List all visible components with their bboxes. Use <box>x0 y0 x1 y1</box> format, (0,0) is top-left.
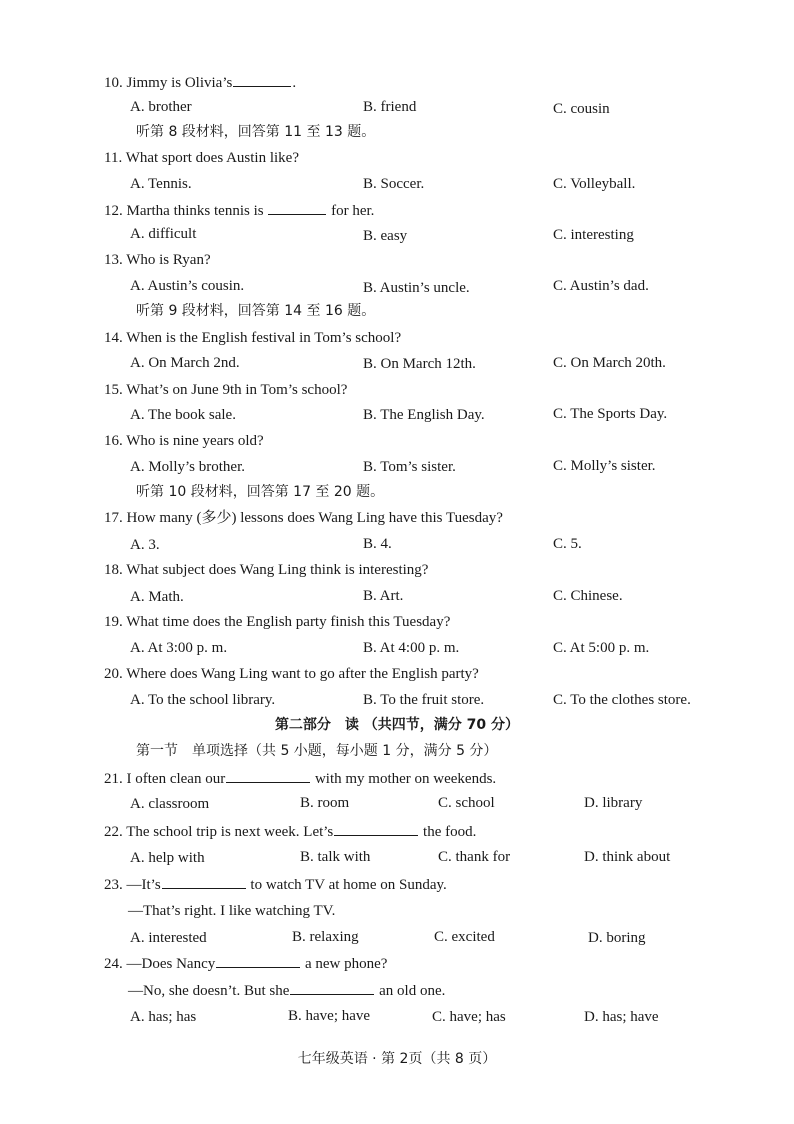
option: D. think about <box>584 849 671 865</box>
option: C. Austin’s dad. <box>553 278 649 294</box>
option: B. The English Day. <box>363 407 485 423</box>
option: B. To the fruit store. <box>363 692 485 708</box>
option: A. Tennis. <box>130 176 192 192</box>
question-11-stem: 11. What sport does Austin like? <box>104 150 299 166</box>
option: A. has; has <box>130 1009 197 1025</box>
option: C. school <box>438 795 495 811</box>
question-13-stem: 13. Who is Ryan? <box>104 252 211 268</box>
answer-blank <box>226 769 310 783</box>
option: A. interested <box>130 930 207 946</box>
option: C. On March 20th. <box>553 355 666 371</box>
option: D. boring <box>588 930 646 946</box>
option: B. Art. <box>363 588 404 604</box>
question-21-stem: 21. I often clean our with my mother on weekends. <box>104 771 497 787</box>
option: A. Molly’s brother. <box>130 459 245 475</box>
option: A. At 3:00 p. m. <box>130 640 228 656</box>
listening-instruction: 听第 10 段材料，回答第 17 至 20 题。 <box>136 484 385 500</box>
option: B. room <box>300 795 350 811</box>
question-17-stem: 17. How many (多少) lessons does Wang Ling have this Tuesday? <box>104 510 503 526</box>
question-20-stem: 20. Where does Wang Ling want to go after the English party? <box>104 666 479 682</box>
option: C. 5. <box>553 536 582 552</box>
listening-instruction: 听第 8 段材料，回答第 11 至 13 题。 <box>136 124 376 140</box>
question-16-stem: 16. Who is nine years old? <box>104 433 264 449</box>
option: D. library <box>584 795 643 811</box>
answer-blank <box>233 73 291 87</box>
option: A. To the school library. <box>130 692 276 708</box>
section-title: 第一节 单项选择（共 5 小题，每小题 1 分，满分 5 分） <box>136 743 498 759</box>
option: B. Soccer. <box>363 176 425 192</box>
option: B. relaxing <box>292 929 359 945</box>
question-10-stem: 10. Jimmy is Olivia’s . <box>104 75 297 91</box>
question-15-stem: 15. What’s on June 9th in Tom’s school? <box>104 382 348 398</box>
option: B. At 4:00 p. m. <box>363 640 460 656</box>
page-footer: 七年级英语 · 第 2页（共 8 页） <box>297 1051 497 1067</box>
question-23-stem: 23. —It’s to watch TV at home on Sunday. <box>104 877 447 893</box>
question-22-stem: 22. The school trip is next week. Let’s the food. <box>104 824 477 840</box>
question-19-stem: 19. What time does the English party finish this Tuesday? <box>104 614 451 630</box>
option: B. On March 12th. <box>363 356 476 372</box>
option: C. The Sports Day. <box>553 406 668 422</box>
option: B. talk with <box>300 849 371 865</box>
option: A. 3. <box>130 537 160 553</box>
option: B. friend <box>363 99 417 115</box>
dialogue-reply: —No, she doesn’t. But she an old one. <box>128 983 446 999</box>
option: A. Math. <box>130 589 184 605</box>
option: A. The book sale. <box>130 407 236 423</box>
option: D. has; have <box>584 1009 659 1025</box>
option: B. easy <box>363 228 408 244</box>
option: A. difficult <box>130 226 197 242</box>
option: C. thank for <box>438 849 511 865</box>
question-14-stem: 14. When is the English festival in Tom’s school? <box>104 330 402 346</box>
option: C. At 5:00 p. m. <box>553 640 650 656</box>
option: B. Austin’s uncle. <box>363 280 470 296</box>
answer-blank <box>290 981 374 995</box>
option: B. 4. <box>363 536 392 552</box>
option: C. Chinese. <box>553 588 623 604</box>
question-12-stem: 12. Martha thinks tennis is for her. <box>104 203 375 219</box>
option: C. have; has <box>432 1009 506 1025</box>
option: C. Volleyball. <box>553 176 636 192</box>
answer-blank <box>268 201 326 215</box>
option: B. have; have <box>288 1008 371 1024</box>
option: C. excited <box>434 929 495 945</box>
option: A. On March 2nd. <box>130 355 240 371</box>
dialogue-reply: —That’s right. I like watching TV. <box>128 903 336 919</box>
option: C. Molly’s sister. <box>553 458 656 474</box>
option: A. help with <box>130 850 205 866</box>
answer-blank <box>334 822 418 836</box>
question-18-stem: 18. What subject does Wang Ling think is interesting? <box>104 562 429 578</box>
option: A. brother <box>130 99 192 115</box>
question-24-stem: 24. —Does Nancy a new phone? <box>104 956 388 972</box>
part-title: 第二部分 读 （共四节，满分 70 分） <box>274 717 520 733</box>
option: B. Tom’s sister. <box>363 459 456 475</box>
option: A. Austin’s cousin. <box>130 278 245 294</box>
answer-blank <box>162 875 246 889</box>
option: C. To the clothes store. <box>553 692 691 708</box>
listening-instruction: 听第 9 段材料，回答第 14 至 16 题。 <box>136 303 376 319</box>
answer-blank <box>216 954 300 968</box>
option: C. interesting <box>553 227 634 243</box>
option: C. cousin <box>553 101 610 117</box>
option: A. classroom <box>130 796 210 812</box>
